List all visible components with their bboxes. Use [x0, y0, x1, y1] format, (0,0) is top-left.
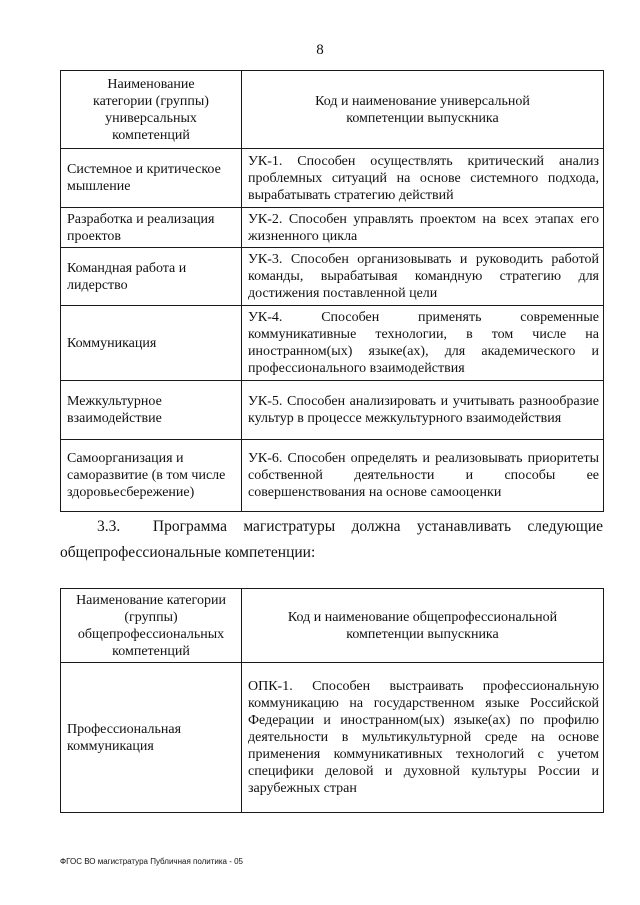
header-code-cell: Код и наименование общепрофессиональной компетенции выпускника [242, 589, 604, 663]
competence-cell: УК-2. Способен управлять проектом на всех этапах его жизненного цикла [242, 208, 604, 248]
category-cell: Командная работа и лидерство [61, 248, 242, 306]
table-row [61, 306, 604, 381]
paragraph-number: 3.3. [97, 518, 121, 535]
competence-cell: УК-3. Способен организовывать и руководить работой команды, вырабатывая командную стратегию для достижения поставленной цели [242, 248, 604, 306]
table-row [61, 663, 604, 813]
table-row [61, 208, 604, 248]
paragraph-continuation: общепрофессиональные компетенции: [60, 544, 316, 561]
header-code-cell: Код и наименование универсальной компетенции выпускника [242, 71, 604, 149]
category-cell: Самоорганизация и саморазвитие (в том числе здоровьесбережение) [61, 440, 242, 512]
category-cell: Системное и критическое мышление [61, 149, 242, 208]
competence-cell: УК-4. Способен применять современные коммуникативные технологии, в том числе на иностранном(ых) языке(ах), для академического и профессионального взаимодействия [242, 306, 604, 381]
universal-competencies-table [60, 70, 604, 512]
paragraph-line [60, 517, 603, 537]
table-row [61, 381, 604, 440]
category-cell: Профессиональная коммуникация [61, 663, 242, 813]
table-row [61, 440, 604, 512]
category-cell: Межкультурное взаимодействие [61, 381, 242, 440]
competence-cell: УК-5. Способен анализировать и учитывать разнообразие культур в процессе межкультурного взаимодействия [242, 381, 604, 440]
category-cell: Коммуникация [61, 306, 242, 381]
document-footer: ФГОС ВО магистратура Публичная политика - 05 [60, 857, 244, 866]
competence-cell: УК-1. Способен осуществлять критический анализ проблемных ситуаций на основе системного подхода, вырабатывать стратегию действий [242, 149, 604, 208]
table-header-row [61, 589, 604, 663]
paragraph-text: Программа магистратуры должна устанавливать следующие [152, 518, 603, 535]
table-row [61, 149, 604, 208]
header-category-cell: Наименование категории (группы) общепрофессиональных компетенций [61, 589, 242, 663]
competence-cell: ОПК-1. Способен выстраивать профессиональную коммуникацию на государственном языке Российской Федерации и иностранном(ых) языке(ах) по профилю деятельности в мультикультурной среде на основе применения коммуникативных технологий с учетом специфики деловой и духовной культуры России и зарубежных стран [242, 663, 604, 813]
table-row [61, 248, 604, 306]
page-number: 8 [316, 42, 324, 58]
header-category-cell: Наименование категории (группы) универсальных компетенций [61, 71, 242, 149]
table-header-row [61, 71, 604, 149]
category-cell: Разработка и реализация проектов [61, 208, 242, 248]
competence-cell: УК-6. Способен определять и реализовывать приоритеты собственной деятельности и способы ее совершенствования на основе самооценки [242, 440, 604, 512]
general-professional-competencies-table [60, 588, 604, 813]
